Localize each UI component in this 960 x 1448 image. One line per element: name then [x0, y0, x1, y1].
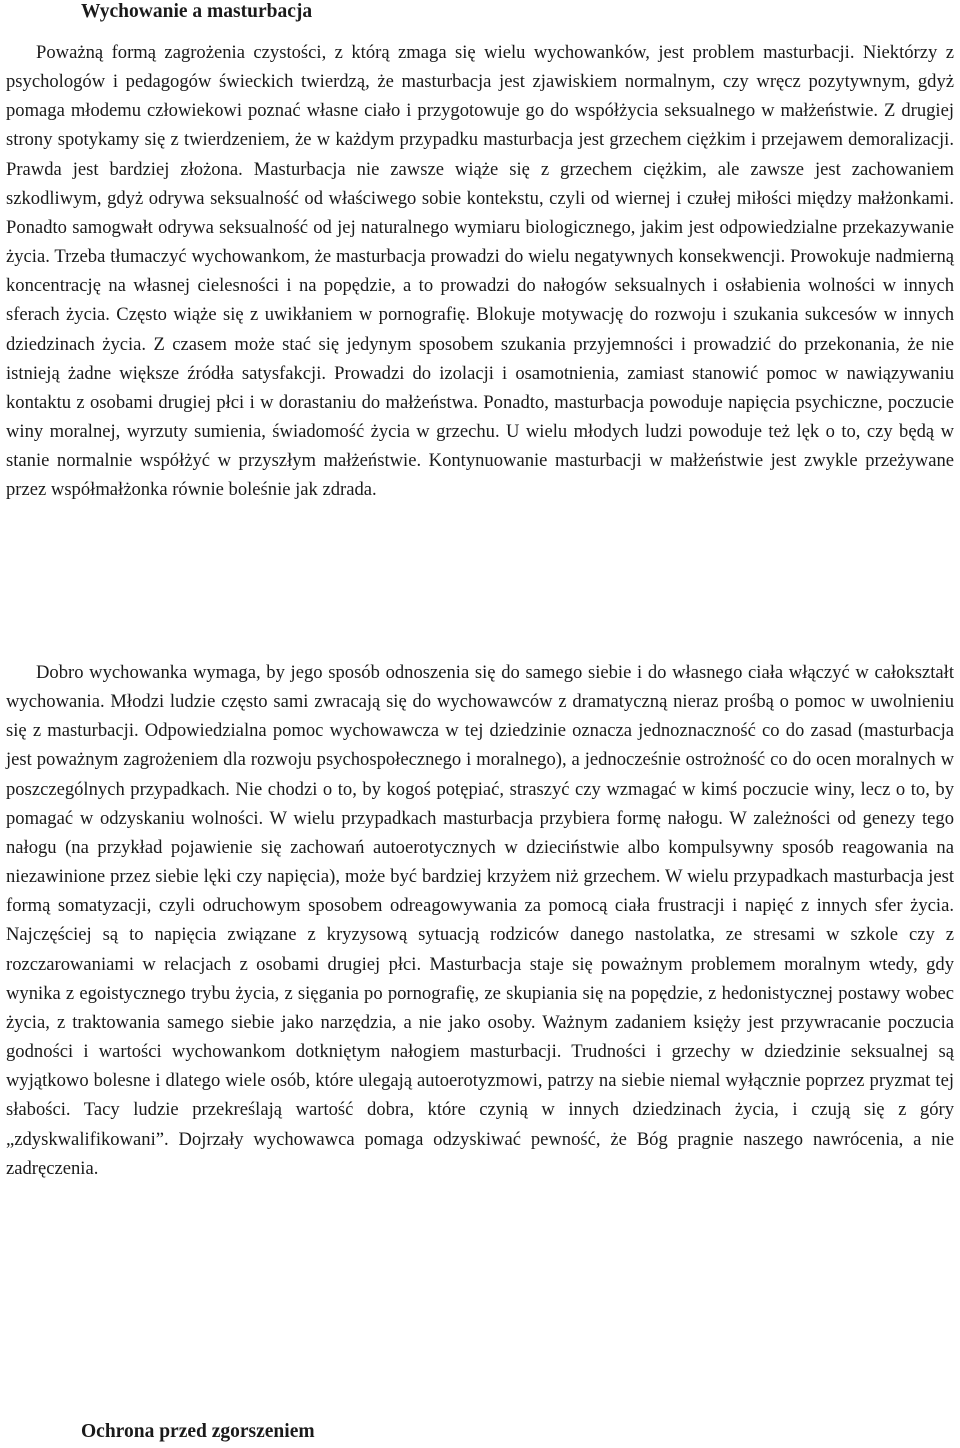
- paragraph-2: Dobro wychowanka wymaga, by jego sposób odnoszenia się do samego siebie i do własnego ciała włączyć w całokształt wychowania. Młodzi ludzie często sami zwracają się do wychowawców z dramatyczną nieraz prośbą o pomoc w uwolnieniu się z masturbacji. Odpowiedzialna pomoc wychowawcza w tej dziedzinie oznacza jednoznaczność co do zasad (masturbacja jest poważnym zagrożeniem dla rozwoju psychospołecznego i moralnego), a jednocześnie ostrożność co do ocen moralnych w poszczególnych przypadkach. Nie chodzi o to, by kogoś potępiać, straszyć czy wzmagać w kimś poczucie winy, lecz o to, by pomagać w odzyskaniu wolności. W wielu przypadkach masturbacja przybiera formę nałogu. W zależności od genezy tego nałogu (na przykład pojawienie się zachowań autoerotycznych w dzieciństwie albo kompulsywny sposób reagowania na niezawinione przez siebie lęki czy napięcia), może być bardziej krzyżem niż grzechem. W wielu przypadkach masturbacja jest formą somatyzacji, czyli odruchowym sposobem odreagowywania za pomocą ciała frustracji i napięć z innych sfer życia. Najczęściej są to napięcia związane z kryzysową sytuacją rodziców danego nastolatka, ze stresami w szkole czy z rozczarowaniami w relacjach z osobami drugiej płci. Masturbacja staje się poważnym problemem moralnym wtedy, gdy wynika z egoistycznego trybu życia, z sięgania po pornografię, ze skupiania się na popędzie, z hedonistycznej postawy wobec życia, z traktowania samego siebie jako narzędzia, a nie jako osoby. Ważnym zadaniem księży jest przywracanie poczucia godności i wartości wychowankom dotkniętym nałogiem masturbacji. Trudności i grzechy w dziedzinie seksualnej są wyjątkowo bolesne i dlatego wiele osób, które ulegają autoerotyzmowi, patrzy na siebie niemal wyłącznie poprzez pryzmat tej słabości. Tacy ludzie przekreślają wartość dobra, które czynią w innych dziedzinach życia, i czują się z góry „zdyskwalifikowani”. Dojrzały wychowawca pomaga odzyskiwać pewność, że Bóg pragnie naszego nawrócenia, a nie zadręczenia.: [6, 662, 954, 1179]
- section-heading-scandal-protection: Ochrona przed zgorszeniem: [81, 1421, 315, 1442]
- section-heading-masturbation: Wychowanie a masturbacja: [81, 1, 313, 22]
- paragraph-1: Poważną formą zagrożenia czystości, z którą zmaga się wielu wychowanków, jest problem masturbacji. Niektórzy z psychologów i pedagogów świeckich twierdzą, że masturbacja jest zjawiskiem normalnym, czy wręcz pozytywnym, gdyż pomaga młodemu człowiekowi poznać własne ciało i przygotowuje go do współżycia seksualnego w małżeństwie. Z drugiej strony spotykamy się z twierdzeniem, że w każdym przypadku masturbacja jest grzechem ciężkim i przejawem demoralizacji. Prawda jest bardziej złożona. Masturbacja nie zawsze wiąże się z grzechem ciężkim, ale zawsze jest zachowaniem szkodliwym, gdyż odrywa seksualność od właściwego sobie kontekstu, czyli od wiernej i czułej miłości między małżonkami. Ponadto samogwałt odrywa seksualność od jej naturalnego wymiaru biologicznego, jakim jest odpowiedzialne przekazywanie życia. Trzeba tłumaczyć wychowankom, że masturbacja prowadzi do wielu negatywnych konsekwencji. Prowokuje nadmierną koncentrację na własnej cielesności i na popędzie, a to prowadzi do nałogów seksualnych i osłabienia wolności w innych sferach życia. Często wiąże się z uwikłaniem w pornografię. Blokuje motywację do rozwoju i szukania sukcesów w innych dziedzinach życia. Z czasem może stać się jedynym sposobem szukania przyjemności i prowadzić do przekonania, że nie istnieją żadne większe źródła satysfakcji. Prowadzi do izolacji i osamotnienia, zamiast stanowić pomoc w nawiązywaniu kontaktu z osobami drugiej płci i w dorastaniu do małżeństwa. Ponadto, masturbacja powoduje napięcia psychiczne, poczucie winy moralnej, wyrzuty sumienia, świadomość życia w grzechu. U wielu młodych ludzi powoduje też lęk o to, czy będą w stanie normalnie współżyć w przyszłym małżeństwie. Kontynuowanie masturbacji w małżeństwie jest zwykle przeżywane przez współmałżonka równie boleśnie jak zdrada.: [6, 42, 954, 501]
